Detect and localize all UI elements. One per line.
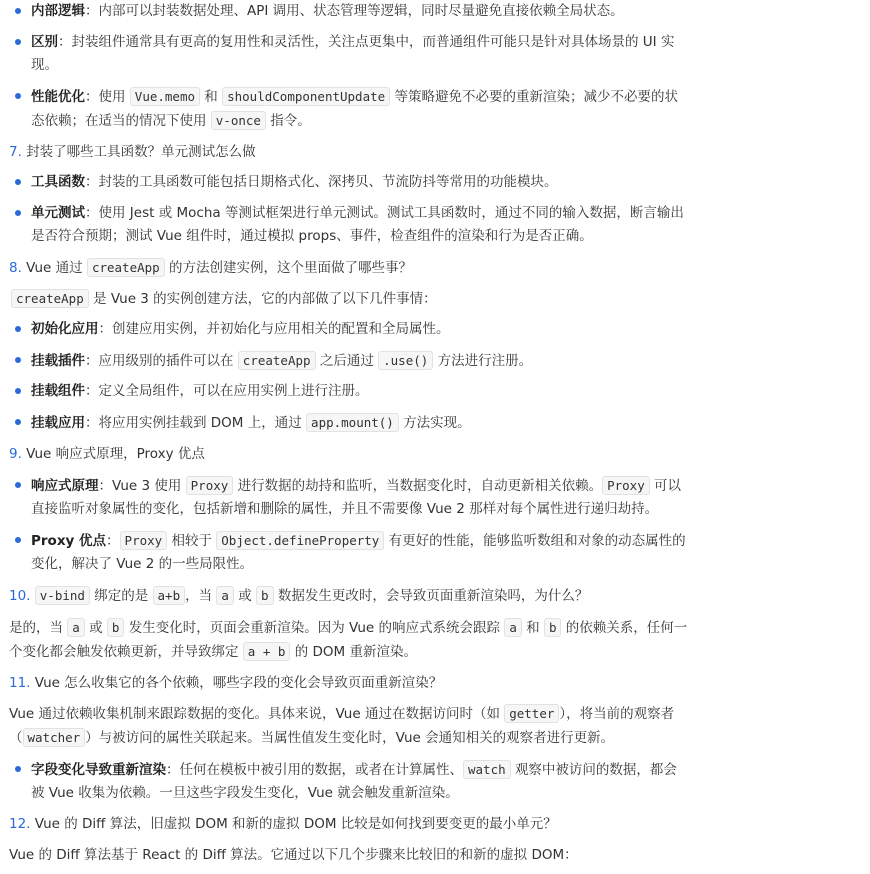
inline-code: watcher bbox=[23, 728, 86, 747]
inline-code: createApp bbox=[87, 258, 165, 277]
list-item: 性能优化：使用 Vue.memo 和 shouldComponentUpdate 等策略避免不必要的重新渲染；减少不必要的状 态依赖；在适当的情况下使用 v-once 指令。 bbox=[31, 89, 678, 129]
bullet-dot bbox=[15, 537, 21, 543]
question-number: 8. bbox=[9, 260, 22, 276]
list-item: 挂载应用：将应用实例挂载到 DOM 上，通过 app.mount() 方法实现。 bbox=[31, 415, 471, 431]
inline-code: a bbox=[67, 618, 85, 637]
inline-code: Vue.memo bbox=[130, 87, 200, 106]
inline-code: a bbox=[504, 618, 522, 637]
item-label: 区别 bbox=[31, 34, 58, 50]
question-number: 12. bbox=[9, 816, 31, 832]
inline-code: createApp bbox=[238, 351, 316, 370]
item-label: 挂载插件 bbox=[31, 353, 85, 369]
list-item: 响应式原理：Vue 3 使用 Proxy 进行数据的劫持和监听，当数据变化时，自动更新相关依赖。 Proxy 可以 直接监听对象属性的变化，包括新增和删除的属性，并且不需要像 Vue 2 那样对每个属性进行递归劫持。 bbox=[31, 478, 682, 517]
paragraph: Vue 的 Diff 算法基于 React 的 Diff 算法。它通过以下几个步骤来比较旧的和新的虚拟 DOM： bbox=[9, 847, 578, 863]
inline-code: a bbox=[216, 586, 234, 605]
bullet-dot bbox=[15, 93, 21, 99]
list-item: 字段变化导致重新渲染：任何在模板中被引用的数据，或者在计算属性、 watch 观察中被访问的数据，都会 被 Vue 收集为依赖。一旦这些字段发生变化，Vue 就会触发重新渲染。 bbox=[31, 762, 677, 801]
list-item: 区别：封装组件通常具有更高的复用性和灵活性，关注点更集中，而普通组件可能只是针对具体场景的 UI 实 现。 bbox=[31, 34, 675, 73]
question-heading: 8. Vue 通过 createApp 的方法创建实例，这个里面做了哪些事？ bbox=[9, 260, 412, 276]
question-number: 11. bbox=[9, 675, 31, 691]
item-label: 挂载组件 bbox=[31, 383, 85, 399]
bullet-dot bbox=[15, 388, 21, 394]
item-label: 挂载应用 bbox=[31, 415, 85, 431]
bullet-dot bbox=[15, 357, 21, 363]
bullet-dot bbox=[15, 482, 21, 488]
item-label: 单元测试 bbox=[31, 205, 85, 221]
inline-code: Object.defineProperty bbox=[216, 531, 384, 550]
question-heading: 10. v-bind 绑定的是 a+b ，当 a 或 b 数据发生更改时，会导致页面重新渲染吗，为什么？ bbox=[9, 588, 589, 604]
inline-code: a+b bbox=[153, 586, 186, 605]
item-label: 初始化应用 bbox=[31, 321, 99, 337]
inline-code: b bbox=[256, 586, 274, 605]
inline-code: .use() bbox=[378, 351, 433, 370]
inline-code: getter bbox=[504, 704, 559, 723]
inline-code: shouldComponentUpdate bbox=[222, 87, 390, 106]
inline-code: watch bbox=[463, 760, 511, 779]
bullet-dot bbox=[15, 210, 21, 216]
question-heading: 11. Vue 怎么收集它的各个依赖，哪些字段的变化会导致页面重新渲染？ bbox=[9, 675, 443, 691]
item-label: 字段变化导致重新渲染 bbox=[31, 762, 166, 778]
inline-code: Proxy bbox=[186, 476, 234, 495]
inline-code: app.mount() bbox=[306, 413, 399, 432]
question-heading: 12. Vue 的 Diff 算法，旧虚拟 DOM 和新的虚拟 DOM 比较是如何找到要变更的最小单元？ bbox=[9, 816, 557, 832]
inline-code: a + b bbox=[243, 642, 291, 661]
item-label: 响应式原理 bbox=[31, 478, 99, 494]
question-number: 9. bbox=[9, 446, 22, 462]
question-number: 7. bbox=[9, 144, 22, 160]
question-heading: 9. Vue 响应式原理，Proxy 优点 bbox=[9, 446, 205, 462]
list-item: 单元测试：使用 Jest 或 Mocha 等测试框架进行单元测试。测试工具函数时，通过不同的输入数据，断言输出 是否符合预期；测试 Vue 组件时，通过模拟 props、事件，检查组件的渲染和行为是否正确。 bbox=[31, 205, 684, 244]
list-item: 初始化应用：创建应用实例，并初始化与应用相关的配置和全局属性。 bbox=[31, 321, 450, 337]
bullet-dot bbox=[15, 326, 21, 332]
question-heading: 7. 封装了哪些工具函数？单元测试怎么做 bbox=[9, 144, 256, 160]
inline-code: v-bind bbox=[35, 586, 90, 605]
inline-code: Proxy bbox=[602, 476, 650, 495]
question-number: 10. bbox=[9, 588, 31, 604]
bullet-dot bbox=[15, 179, 21, 185]
list-item: Proxy 优点： Proxy 相较于 Object.defineProperty 有更好的性能，能够监听数组和对象的动态属性的 变化，解决了 Vue 2 的一些局限性。 bbox=[31, 533, 686, 572]
bullet-dot bbox=[15, 766, 21, 772]
item-label: 性能优化 bbox=[31, 89, 85, 105]
list-item: 工具函数：封装的工具函数可能包括日期格式化、深拷贝、节流防抖等常用的功能模块。 bbox=[31, 174, 558, 190]
list-item: 内部逻辑：内部可以封装数据处理、API 调用、状态管理等逻辑，同时尽量避免直接依赖全局状态。 bbox=[31, 3, 624, 19]
inline-code: Proxy bbox=[120, 531, 168, 550]
inline-code: createApp bbox=[11, 289, 89, 308]
bullet-dot bbox=[15, 8, 21, 14]
bullet-dot bbox=[15, 39, 21, 45]
inline-code: v-once bbox=[211, 111, 266, 130]
item-label: Proxy 优点 bbox=[31, 533, 107, 549]
paragraph: createApp 是 Vue 3 的实例创建方法，它的内部做了以下几件事情： bbox=[11, 287, 437, 311]
list-item: 挂载插件：应用级别的插件可以在 createApp 之后通过 .use() 方法进行注册。 bbox=[31, 353, 533, 369]
inline-code: b bbox=[107, 618, 125, 637]
item-label: 工具函数 bbox=[31, 174, 85, 190]
item-label: 内部逻辑 bbox=[31, 3, 85, 19]
list-item: 挂载组件：定义全局组件，可以在应用实例上进行注册。 bbox=[31, 383, 369, 399]
paragraph: 是的，当 a 或 b 发生变化时，页面会重新渲染。因为 Vue 的响应式系统会跟踪 a 和 b 的依赖关系，任何一 个变化都会触发依赖更新，并导致绑定 a + b 的 DOM 重新渲染。 bbox=[9, 620, 688, 660]
paragraph: Vue 通过依赖收集机制来跟踪数据的变化。具体来说，Vue 通过在数据访问时（如 getter ），将当前的观察者 （ watcher ）与被访问的属性关联起来。当属性值发生变化时，Vue 会通知相关的观察者进行更新。 bbox=[9, 706, 675, 746]
inline-code: b bbox=[544, 618, 562, 637]
bullet-dot bbox=[15, 419, 21, 425]
